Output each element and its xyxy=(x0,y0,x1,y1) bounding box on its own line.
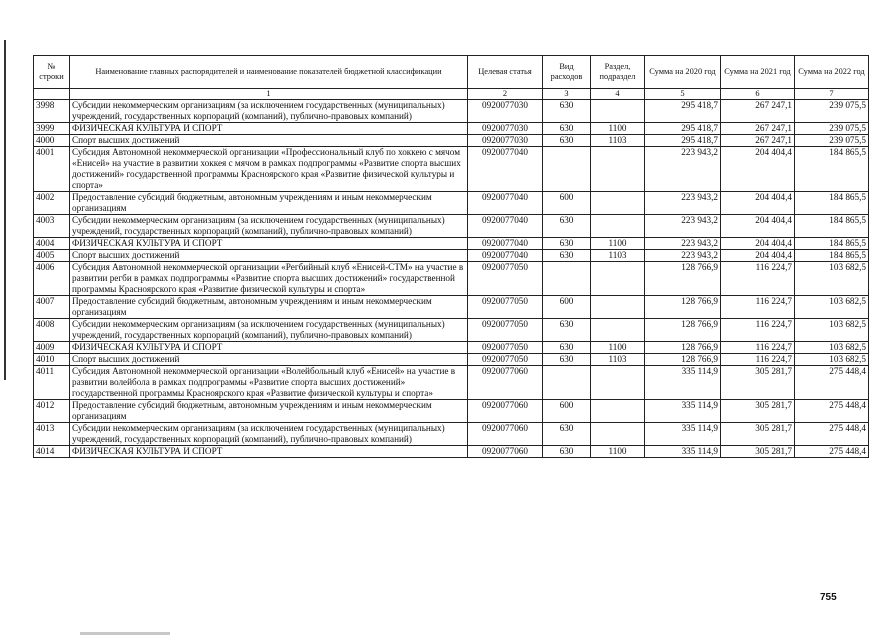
target-article-cell: 0920077040 xyxy=(468,215,543,238)
sum-2021-cell: 204 404,4 xyxy=(721,215,795,238)
table-row xyxy=(34,135,869,147)
table-row xyxy=(34,147,869,192)
column-number: 3 xyxy=(543,89,591,100)
sum-2022-cell: 275 448,4 xyxy=(795,400,869,423)
row-number-cell: 4007 xyxy=(34,296,70,319)
row-number-cell: 4012 xyxy=(34,400,70,423)
header-sum-2022: Сумма на 2022 год xyxy=(795,56,869,89)
sum-2020-cell: 223 943,2 xyxy=(645,147,721,192)
section-cell xyxy=(591,100,645,123)
sum-2021-cell: 116 224,7 xyxy=(721,319,795,342)
target-article-cell: 0920077050 xyxy=(468,262,543,296)
expense-type-cell: 630 xyxy=(543,423,591,446)
target-article-cell: 0920077050 xyxy=(468,342,543,354)
sum-2021-cell: 305 281,7 xyxy=(721,400,795,423)
sum-2021-cell: 116 224,7 xyxy=(721,342,795,354)
sum-2021-cell: 204 404,4 xyxy=(721,192,795,215)
sum-2021-cell: 204 404,4 xyxy=(721,147,795,192)
header-sum-2020: Сумма на 2020 год xyxy=(645,56,721,89)
target-article-cell: 0920077060 xyxy=(468,400,543,423)
expense-type-cell: 630 xyxy=(543,354,591,366)
scan-artifact xyxy=(80,632,170,635)
target-article-cell: 0920077050 xyxy=(468,354,543,366)
sum-2022-cell: 103 682,5 xyxy=(795,342,869,354)
sum-2022-cell: 184 865,5 xyxy=(795,192,869,215)
row-name-cell: ФИЗИЧЕСКАЯ КУЛЬТУРА И СПОРТ xyxy=(70,446,468,458)
row-name-cell: Субсидия Автономной некоммерческой организации «Профессиональный клуб по хоккею с мячом «Енисей» на участие в развитии хоккея с мячом в рамках подпрограммы «Развитие спорта высших достижений» государственной программы Красноярского края «Развитие физической культуры и спорта» xyxy=(70,147,468,192)
row-name-cell: Спорт высших достижений xyxy=(70,135,468,147)
row-number-cell: 4010 xyxy=(34,354,70,366)
section-cell xyxy=(591,147,645,192)
column-number: 5 xyxy=(645,89,721,100)
target-article-cell: 0920077050 xyxy=(468,296,543,319)
row-name-cell: Субсидия Автономной некоммерческой организации «Регбийный клуб «Енисей-СТМ» на участие в развитии регби в рамках подпрограммы «Развитие спорта высших достижений» государственной программы Красноярского края «Развитие физической культуры и спорта» xyxy=(70,262,468,296)
column-number: 4 xyxy=(591,89,645,100)
sum-2021-cell: 116 224,7 xyxy=(721,354,795,366)
sum-2022-cell: 184 865,5 xyxy=(795,147,869,192)
row-name-cell: ФИЗИЧЕСКАЯ КУЛЬТУРА И СПОРТ xyxy=(70,238,468,250)
row-number-cell: 4001 xyxy=(34,147,70,192)
page-number: 755 xyxy=(820,592,837,603)
column-number: 7 xyxy=(795,89,869,100)
target-article-cell: 0920077040 xyxy=(468,250,543,262)
target-article-cell: 0920077040 xyxy=(468,147,543,192)
row-name-cell: Предоставление субсидий бюджетным, автономным учреждениям и иным некоммерческим организациям xyxy=(70,400,468,423)
expense-type-cell: 600 xyxy=(543,296,591,319)
sum-2022-cell: 275 448,4 xyxy=(795,446,869,458)
section-cell xyxy=(591,215,645,238)
header-vid: Вид расходов xyxy=(543,56,591,89)
section-cell: 1100 xyxy=(591,238,645,250)
sum-2020-cell: 223 943,2 xyxy=(645,215,721,238)
row-number-cell: 4003 xyxy=(34,215,70,238)
table-row xyxy=(34,215,869,238)
sum-2020-cell: 295 418,7 xyxy=(645,135,721,147)
row-number-cell: 4005 xyxy=(34,250,70,262)
target-article-cell: 0920077060 xyxy=(468,366,543,400)
header-sum-2021: Сумма на 2021 год xyxy=(721,56,795,89)
table-row xyxy=(34,123,869,135)
sum-2022-cell: 103 682,5 xyxy=(795,354,869,366)
row-number-cell: 4000 xyxy=(34,135,70,147)
column-number: 6 xyxy=(721,89,795,100)
sum-2020-cell: 223 943,2 xyxy=(645,192,721,215)
row-name-cell: ФИЗИЧЕСКАЯ КУЛЬТУРА И СПОРТ xyxy=(70,123,468,135)
sum-2022-cell: 239 075,5 xyxy=(795,123,869,135)
row-name-cell: ФИЗИЧЕСКАЯ КУЛЬТУРА И СПОРТ xyxy=(70,342,468,354)
sum-2021-cell: 305 281,7 xyxy=(721,366,795,400)
sum-2021-cell: 204 404,4 xyxy=(721,238,795,250)
target-article-cell: 0920077050 xyxy=(468,319,543,342)
sum-2020-cell: 128 766,9 xyxy=(645,319,721,342)
sum-2021-cell: 305 281,7 xyxy=(721,423,795,446)
table-row xyxy=(34,400,869,423)
section-cell: 1100 xyxy=(591,446,645,458)
expense-type-cell: 600 xyxy=(543,400,591,423)
table-row xyxy=(34,342,869,354)
sum-2022-cell: 239 075,5 xyxy=(795,100,869,123)
sum-2022-cell: 184 865,5 xyxy=(795,238,869,250)
expense-type-cell: 630 xyxy=(543,215,591,238)
section-cell xyxy=(591,400,645,423)
row-number-cell: 4006 xyxy=(34,262,70,296)
table-row xyxy=(34,250,869,262)
row-name-cell: Субсидия Автономной некоммерческой организации «Волейбольный клуб «Енисей» на участие в развитии волейбола в рамках подпрограммы «Развитие спорта высших достижений» государственной программы Красноярского края «Развитие физической культуры и спорта» xyxy=(70,366,468,400)
table-body xyxy=(34,100,869,458)
table-row xyxy=(34,238,869,250)
sum-2022-cell: 275 448,4 xyxy=(795,366,869,400)
expense-type-cell: 630 xyxy=(543,342,591,354)
column-number: 1 xyxy=(70,89,468,100)
section-cell xyxy=(591,319,645,342)
sum-2021-cell: 267 247,1 xyxy=(721,100,795,123)
target-article-cell: 0920077030 xyxy=(468,100,543,123)
sum-2021-cell: 267 247,1 xyxy=(721,123,795,135)
sum-2021-cell: 305 281,7 xyxy=(721,446,795,458)
target-article-cell: 0920077060 xyxy=(468,423,543,446)
expense-type-cell xyxy=(543,366,591,400)
table-row xyxy=(34,354,869,366)
sum-2022-cell: 184 865,5 xyxy=(795,250,869,262)
row-name-cell: Субсидии некоммерческим организациям (за исключением государственных (муниципальных) учреждений, государственных корпораций (компаний), публично-правовых компаний) xyxy=(70,423,468,446)
sum-2022-cell: 103 682,5 xyxy=(795,296,869,319)
header-section: Раздел, подраздел xyxy=(591,56,645,89)
row-number-cell: 4008 xyxy=(34,319,70,342)
sum-2020-cell: 295 418,7 xyxy=(645,123,721,135)
sum-2020-cell: 128 766,9 xyxy=(645,262,721,296)
target-article-cell: 0920077030 xyxy=(468,135,543,147)
expense-type-cell: 630 xyxy=(543,250,591,262)
row-name-cell: Субсидии некоммерческим организациям (за исключением государственных (муниципальных) учреждений, государственных корпораций (компаний), публично-правовых компаний) xyxy=(70,215,468,238)
sum-2020-cell: 335 114,9 xyxy=(645,400,721,423)
section-cell xyxy=(591,366,645,400)
sum-2020-cell: 335 114,9 xyxy=(645,423,721,446)
row-number-cell: 3998 xyxy=(34,100,70,123)
row-number-cell: 4009 xyxy=(34,342,70,354)
sum-2022-cell: 184 865,5 xyxy=(795,215,869,238)
sum-2021-cell: 116 224,7 xyxy=(721,262,795,296)
header-name: Наименование главных распорядителей и наименование показателей бюджетной классификации xyxy=(70,56,468,89)
header-code: Целевая статья xyxy=(468,56,543,89)
target-article-cell: 0920077040 xyxy=(468,192,543,215)
table-row xyxy=(34,100,869,123)
table-row xyxy=(34,192,869,215)
column-number-row xyxy=(34,89,869,100)
table-row xyxy=(34,423,869,446)
sum-2021-cell: 267 247,1 xyxy=(721,135,795,147)
section-cell xyxy=(591,296,645,319)
table-row xyxy=(34,319,869,342)
row-number-cell: 3999 xyxy=(34,123,70,135)
expense-type-cell: 630 xyxy=(543,123,591,135)
row-number-cell: 4004 xyxy=(34,238,70,250)
row-name-cell: Субсидии некоммерческим организациям (за исключением государственных (муниципальных) учреждений, государственных корпораций (компаний), публично-правовых компаний) xyxy=(70,319,468,342)
section-cell: 1103 xyxy=(591,354,645,366)
row-name-cell: Спорт высших достижений xyxy=(70,250,468,262)
expense-type-cell xyxy=(543,262,591,296)
sum-2022-cell: 103 682,5 xyxy=(795,262,869,296)
sum-2020-cell: 335 114,9 xyxy=(645,366,721,400)
section-cell: 1103 xyxy=(591,135,645,147)
section-cell xyxy=(591,423,645,446)
sum-2020-cell: 335 114,9 xyxy=(645,446,721,458)
sum-2020-cell: 128 766,9 xyxy=(645,296,721,319)
sum-2022-cell: 275 448,4 xyxy=(795,423,869,446)
expense-type-cell: 630 xyxy=(543,238,591,250)
row-number-cell: 4002 xyxy=(34,192,70,215)
row-number-cell: 4014 xyxy=(34,446,70,458)
table-row xyxy=(34,446,869,458)
section-cell: 1100 xyxy=(591,342,645,354)
budget-table xyxy=(33,55,869,458)
row-number-cell: 4011 xyxy=(34,366,70,400)
sum-2020-cell: 128 766,9 xyxy=(645,342,721,354)
row-name-cell: Субсидии некоммерческим организациям (за исключением государственных (муниципальных) учреждений, государственных корпораций (компаний), публично-правовых компаний) xyxy=(70,100,468,123)
column-number-empty xyxy=(34,89,70,100)
row-name-cell: Предоставление субсидий бюджетным, автономным учреждениям и иным некоммерческим организациям xyxy=(70,192,468,215)
table-row xyxy=(34,262,869,296)
section-cell: 1103 xyxy=(591,250,645,262)
expense-type-cell xyxy=(543,147,591,192)
table-row xyxy=(34,296,869,319)
expense-type-cell: 600 xyxy=(543,192,591,215)
header-row xyxy=(34,56,869,89)
sum-2022-cell: 103 682,5 xyxy=(795,319,869,342)
row-number-cell: 4013 xyxy=(34,423,70,446)
sum-2020-cell: 295 418,7 xyxy=(645,100,721,123)
sum-2022-cell: 239 075,5 xyxy=(795,135,869,147)
sum-2021-cell: 204 404,4 xyxy=(721,250,795,262)
sum-2020-cell: 223 943,2 xyxy=(645,250,721,262)
target-article-cell: 0920077030 xyxy=(468,123,543,135)
table-row xyxy=(34,366,869,400)
column-number: 2 xyxy=(468,89,543,100)
row-name-cell: Спорт высших достижений xyxy=(70,354,468,366)
table-header xyxy=(34,56,869,100)
expense-type-cell: 630 xyxy=(543,100,591,123)
target-article-cell: 0920077060 xyxy=(468,446,543,458)
section-cell xyxy=(591,262,645,296)
page-margin-rule xyxy=(4,40,6,380)
section-cell: 1100 xyxy=(591,123,645,135)
section-cell xyxy=(591,192,645,215)
sum-2020-cell: 128 766,9 xyxy=(645,354,721,366)
header-num: № строки xyxy=(34,56,70,89)
row-name-cell: Предоставление субсидий бюджетным, автономным учреждениям и иным некоммерческим организациям xyxy=(70,296,468,319)
expense-type-cell: 630 xyxy=(543,135,591,147)
expense-type-cell: 630 xyxy=(543,319,591,342)
expense-type-cell: 630 xyxy=(543,446,591,458)
target-article-cell: 0920077040 xyxy=(468,238,543,250)
sum-2020-cell: 223 943,2 xyxy=(645,238,721,250)
sum-2021-cell: 116 224,7 xyxy=(721,296,795,319)
